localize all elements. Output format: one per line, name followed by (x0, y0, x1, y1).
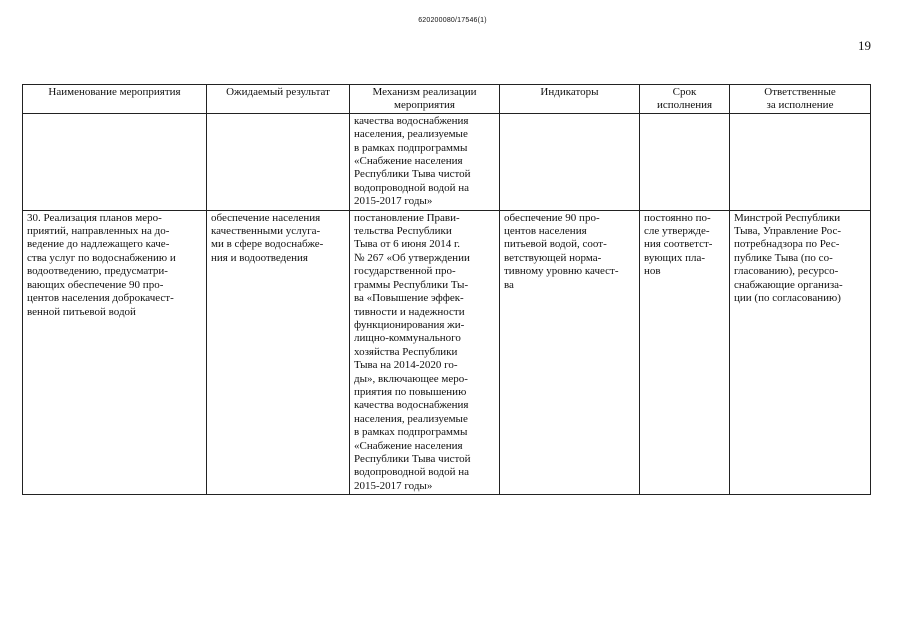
cell-mechanism: постановление Прави- тельства Республики Тыва от 6 июня 2014 г. № 267 «Об утверждении государственной про- граммы Республики Ты- ва «Повышение эффек- тивности и надежности функционирования жи- лищно-коммунального хозяйства Республики Тыва на 2014-2020 го- ды», включающее меро- приятия по повышению качества водоснабжения населения, реализуемые в рамках подпрограммы «Снабжение населения Республики Тыва чистой водопроводной водой на 2015-2017 годы» (350, 210, 500, 495)
header-indicators: Индикаторы (500, 85, 640, 114)
table-row-continuation (23, 113, 871, 210)
cell-responsible (730, 113, 871, 210)
cell-expected-result: обеспечение населения качественными услуга- ми в сфере водоснабже- ния и водоотведения (207, 210, 350, 495)
table-row-30 (23, 210, 871, 495)
header-mechanism: Механизм реализации мероприятия (350, 85, 500, 114)
page-number: 19 (858, 38, 871, 53)
cell-deadline: постоянно по- сле утвержде- ния соответст- вующих пла- нов (640, 210, 730, 495)
cell-deadline (640, 113, 730, 210)
cell-measure-name (23, 113, 207, 210)
header-responsible: Ответственные за исполнение (730, 85, 871, 114)
cell-expected-result (207, 113, 350, 210)
header-expected-result: Ожидаемый результат (207, 85, 350, 114)
header-measure-name: Наименование мероприятия (23, 85, 207, 114)
cell-mechanism: качества водоснабжения населения, реализуемые в рамках подпрограммы «Снабжение населения Республики Тыва чистой водопроводной водой на 2015-2017 годы» (350, 113, 500, 210)
header-deadline: Срок исполнения (640, 85, 730, 114)
document-code: 620200080/17546(1) (418, 17, 487, 24)
measures-table (22, 84, 871, 495)
cell-measure-name: 30. Реализация планов меро- приятий, направленных на до- ведение до надлежащего каче- ства услуг по водоснабжению и водоотведению, предусматри- вающих обеспечение 90 про- центов населения доброкачест- венной питьевой водой (23, 210, 207, 495)
cell-responsible: Минстрой Республики Тыва, Управление Рос- потребнадзора по Рес- публике Тыва (по со- гласованию), ресурсо- снабжающие организа- ции (по согласованию) (730, 210, 871, 495)
cell-indicators (500, 113, 640, 210)
cell-indicators: обеспечение 90 про- центов населения питьевой водой, соот- ветствующей норма- тивному уровню качест- ва (500, 210, 640, 495)
table-header-row (23, 85, 871, 114)
